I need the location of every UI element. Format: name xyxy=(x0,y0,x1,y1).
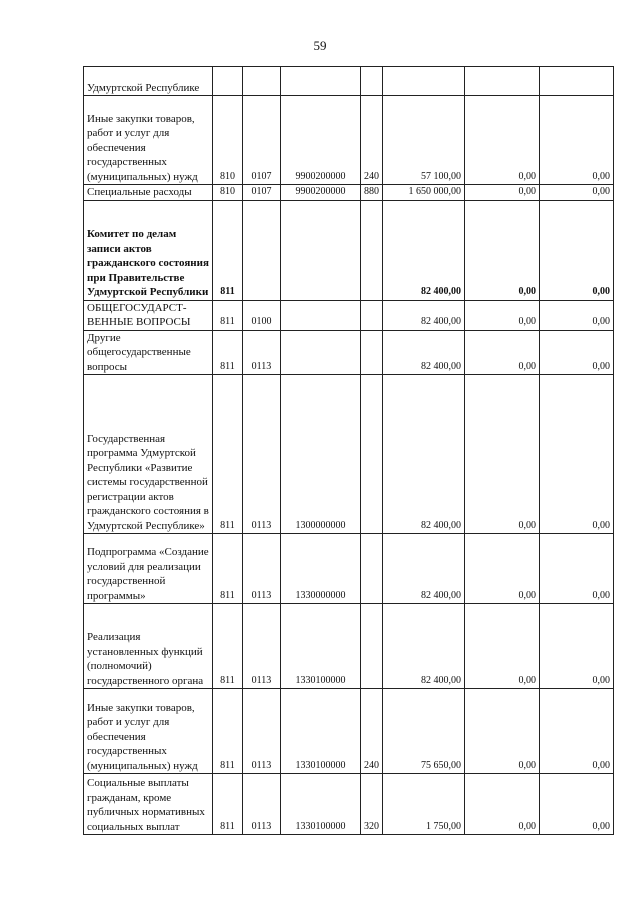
row-sum-next1-cell: 0,00 xyxy=(465,774,540,835)
row-vr-cell xyxy=(361,604,383,689)
row-ved-cell: 810 xyxy=(213,96,243,185)
row-vr-cell: 320 xyxy=(361,774,383,835)
row-cs-cell xyxy=(281,67,361,96)
row-rz-cell: 0113 xyxy=(243,375,281,534)
row-cs-cell: 1330100000 xyxy=(281,604,361,689)
row-sum-next2-cell: 0,00 xyxy=(540,534,614,604)
table-row xyxy=(84,200,614,300)
row-ved-cell: 811 xyxy=(213,330,243,375)
row-cs-cell: 1300000000 xyxy=(281,375,361,534)
row-sum-next2-cell: 0,00 xyxy=(540,185,614,201)
row-sum-current-cell: 1 750,00 xyxy=(383,774,465,835)
row-name-cell: Подпрограмма «Создание условий для реализации государственной программы» xyxy=(84,534,213,604)
row-ved-cell: 811 xyxy=(213,375,243,534)
row-sum-next1-cell: 0,00 xyxy=(465,96,540,185)
row-vr-cell: 240 xyxy=(361,689,383,774)
row-name-cell: Социальные выплаты гражданам, кроме публичных нормативных социальных выплат xyxy=(84,774,213,835)
row-name-cell: Удмуртской Республике xyxy=(84,67,213,96)
row-rz-cell: 0113 xyxy=(243,774,281,835)
row-vr-cell: 240 xyxy=(361,96,383,185)
row-sum-current-cell: 1 650 000,00 xyxy=(383,185,465,201)
row-sum-next2-cell xyxy=(540,67,614,96)
row-ved-cell: 811 xyxy=(213,774,243,835)
row-rz-cell: 0100 xyxy=(243,300,281,330)
row-rz-cell: 0107 xyxy=(243,185,281,201)
row-sum-next1-cell: 0,00 xyxy=(465,330,540,375)
table-row xyxy=(84,534,614,604)
row-sum-current-cell: 57 100,00 xyxy=(383,96,465,185)
row-name-cell: Комитет по делам записи актов гражданского состояния при Правительстве Удмуртской Республики xyxy=(84,200,213,300)
table-row xyxy=(84,689,614,774)
row-cs-cell: 9900200000 xyxy=(281,185,361,201)
table-row xyxy=(84,67,614,96)
row-name-cell: Государственная программа Удмуртской Республики «Развитие системы государственной регистрации актов гражданского состояния в Удмуртской Республике» xyxy=(84,375,213,534)
row-vr-cell xyxy=(361,300,383,330)
budget-table xyxy=(83,66,614,835)
table-row xyxy=(84,185,614,201)
row-sum-current-cell: 82 400,00 xyxy=(383,330,465,375)
row-ved-cell: 811 xyxy=(213,534,243,604)
row-sum-current-cell: 75 650,00 xyxy=(383,689,465,774)
row-sum-next2-cell: 0,00 xyxy=(540,375,614,534)
row-sum-next1-cell: 0,00 xyxy=(465,185,540,201)
row-ved-cell: 811 xyxy=(213,689,243,774)
row-cs-cell: 1330100000 xyxy=(281,774,361,835)
row-sum-current-cell: 82 400,00 xyxy=(383,375,465,534)
row-vr-cell xyxy=(361,200,383,300)
row-sum-next1-cell: 0,00 xyxy=(465,689,540,774)
table-row xyxy=(84,330,614,375)
table-row xyxy=(84,375,614,534)
row-ved-cell: 811 xyxy=(213,604,243,689)
row-cs-cell: 1330100000 xyxy=(281,689,361,774)
row-cs-cell: 9900200000 xyxy=(281,96,361,185)
table-row xyxy=(84,604,614,689)
row-sum-current-cell: 82 400,00 xyxy=(383,534,465,604)
row-ved-cell: 811 xyxy=(213,200,243,300)
page-number: 59 xyxy=(313,38,327,53)
row-name-cell: Другие общегосударственные вопросы xyxy=(84,330,213,375)
table-row xyxy=(84,96,614,185)
row-sum-next2-cell: 0,00 xyxy=(540,774,614,835)
row-vr-cell xyxy=(361,534,383,604)
row-vr-cell xyxy=(361,67,383,96)
row-name-cell: Реализация установленных функций (полномочий) государственного органа xyxy=(84,604,213,689)
row-cs-cell: 1330000000 xyxy=(281,534,361,604)
row-sum-next1-cell: 0,00 xyxy=(465,534,540,604)
row-sum-current-cell: 82 400,00 xyxy=(383,200,465,300)
row-cs-cell xyxy=(281,300,361,330)
row-vr-cell: 880 xyxy=(361,185,383,201)
row-sum-next1-cell: 0,00 xyxy=(465,200,540,300)
row-name-cell: Иные закупки товаров, работ и услуг для обеспечения государственных (муниципальных) нужд xyxy=(84,96,213,185)
row-rz-cell: 0113 xyxy=(243,689,281,774)
row-vr-cell xyxy=(361,330,383,375)
row-sum-current-cell xyxy=(383,67,465,96)
row-cs-cell xyxy=(281,330,361,375)
row-ved-cell: 811 xyxy=(213,300,243,330)
row-rz-cell: 0113 xyxy=(243,534,281,604)
row-name-cell: Специальные расходы xyxy=(84,185,213,201)
row-sum-next1-cell: 0,00 xyxy=(465,604,540,689)
row-ved-cell xyxy=(213,67,243,96)
row-sum-next2-cell: 0,00 xyxy=(540,96,614,185)
row-rz-cell: 0113 xyxy=(243,604,281,689)
row-sum-current-cell: 82 400,00 xyxy=(383,604,465,689)
row-rz-cell xyxy=(243,200,281,300)
row-sum-next2-cell: 0,00 xyxy=(540,300,614,330)
row-rz-cell xyxy=(243,67,281,96)
row-vr-cell xyxy=(361,375,383,534)
row-ved-cell: 810 xyxy=(213,185,243,201)
row-sum-next1-cell: 0,00 xyxy=(465,375,540,534)
row-rz-cell: 0107 xyxy=(243,96,281,185)
table-row xyxy=(84,774,614,835)
row-name-cell: ОБЩЕГОСУДАРСТ-ВЕННЫЕ ВОПРОСЫ xyxy=(84,300,213,330)
row-name-cell: Иные закупки товаров, работ и услуг для обеспечения государственных (муниципальных) нужд xyxy=(84,689,213,774)
row-sum-next2-cell: 0,00 xyxy=(540,604,614,689)
row-sum-current-cell: 82 400,00 xyxy=(383,300,465,330)
row-cs-cell xyxy=(281,200,361,300)
row-sum-next2-cell: 0,00 xyxy=(540,330,614,375)
table-row xyxy=(84,300,614,330)
row-rz-cell: 0113 xyxy=(243,330,281,375)
row-sum-next1-cell xyxy=(465,67,540,96)
row-sum-next2-cell: 0,00 xyxy=(540,689,614,774)
row-sum-next1-cell: 0,00 xyxy=(465,300,540,330)
row-sum-next2-cell: 0,00 xyxy=(540,200,614,300)
